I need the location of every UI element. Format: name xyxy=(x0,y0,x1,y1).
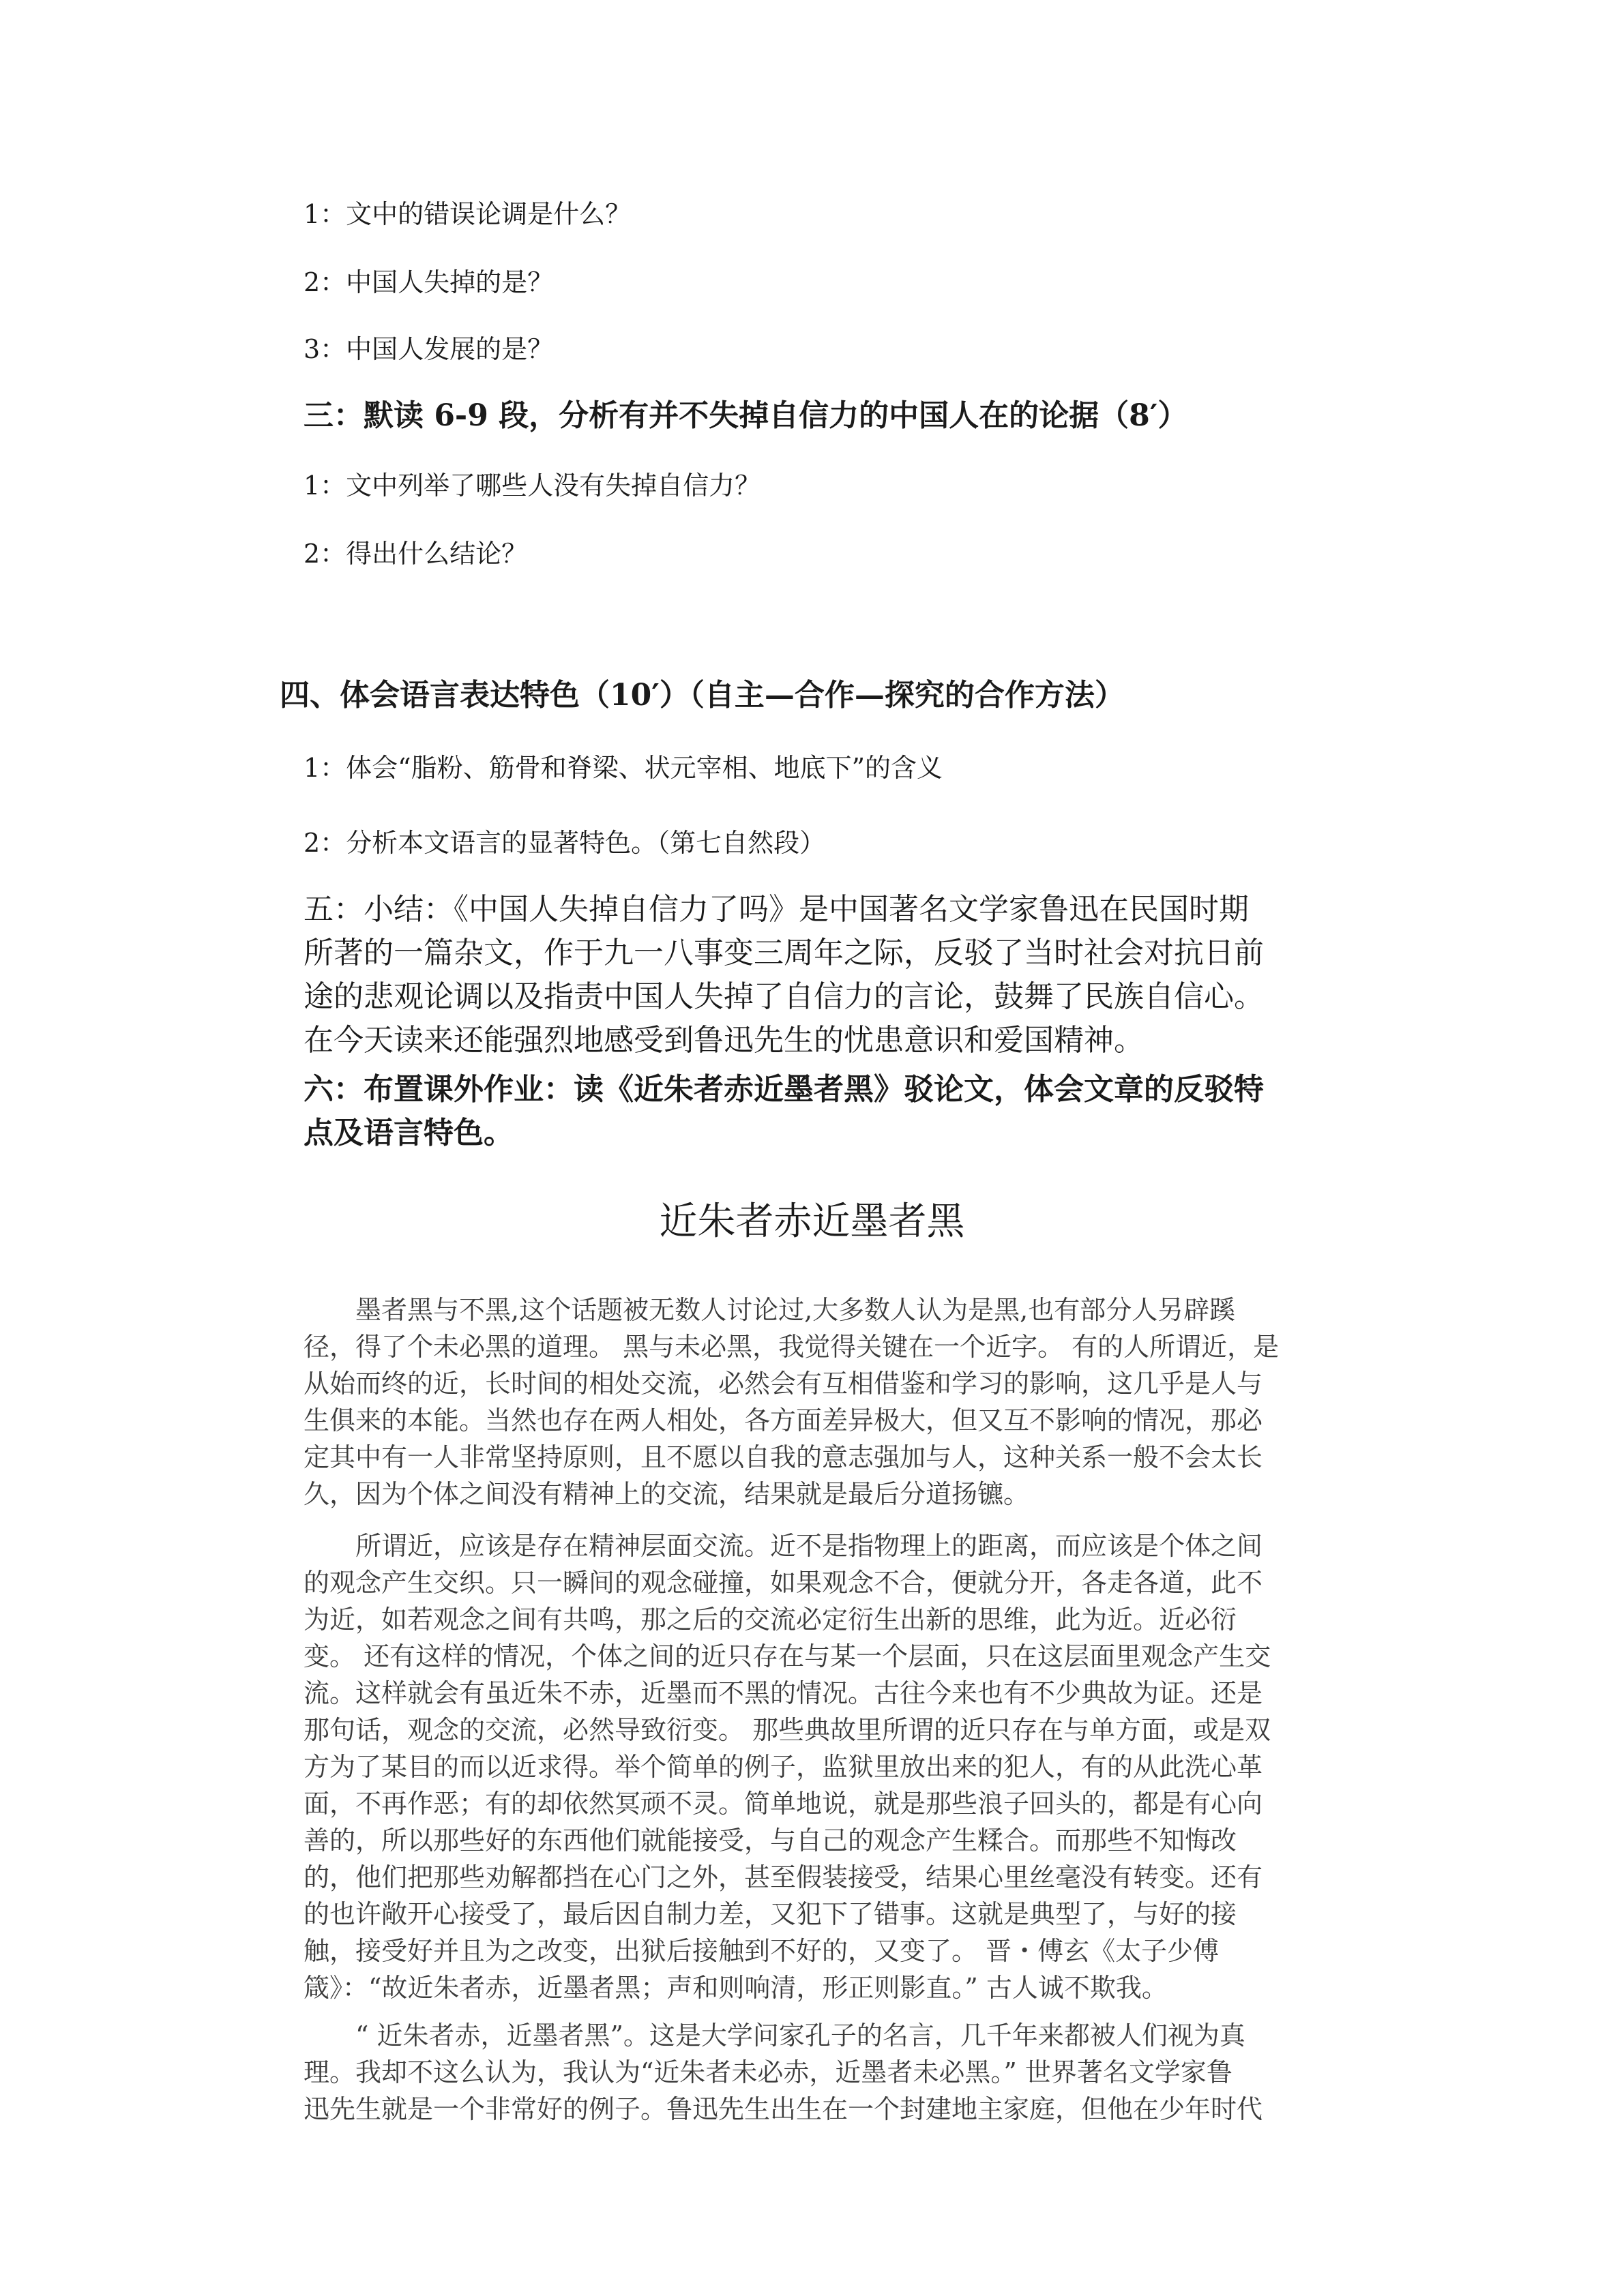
summary-line: 途的悲观论调以及指责中国人失掉了自信力的言论，鼓舞了民族自信心。 xyxy=(304,979,1264,1014)
essay-line: 理。我却不这么认为，我认为“近朱者未必赤，近墨者未必黑。” 世界著名文学家鲁 xyxy=(304,2057,1232,2087)
essay-line: 面，不再作恶；有的却依然冥顽不灵。简单地说，就是那些浪子回头的，都是有心向 xyxy=(304,1789,1263,1819)
essay-line: “ 近朱者赤，近墨者黑”。这是大学问家孔子的名言，几千年来都被人们视为真 xyxy=(304,2021,1245,2051)
essay-paragraph-3 xyxy=(304,2017,1388,2128)
question-2-1: 1：文中的错误论调是什么？ xyxy=(304,199,632,229)
homework-line: 六：布置课外作业：读《近朱者赤近墨者黑》驳论文，体会文章的反驳特 xyxy=(304,1072,1264,1107)
homework-line: 点及语言特色。 xyxy=(304,1116,514,1150)
essay-line: 箴》：“故近朱者赤，近墨者黑；声和则响清，形正则影直。” 古人诚不欺我。 xyxy=(304,1973,1168,2003)
essay-paragraph-1 xyxy=(304,1292,1388,1512)
question-3-2: 2：得出什么结论？ xyxy=(304,539,528,569)
question-3-1: 1：文中列举了哪些人没有失掉自信力？ xyxy=(304,471,761,501)
essay-line: 的也许敞开心接受了，最后因自制力差，又犯下了错事。这就是典型了，与好的接 xyxy=(304,1899,1237,1929)
essay-line: 方为了某目的而以近求得。举个简单的例子，监狱里放出来的犯人，有的从此洗心革 xyxy=(304,1752,1263,1782)
essay-line: 流。这样就会有虽近朱不赤，近墨而不黑的情况。古往今来也有不少典故为证。还是 xyxy=(304,1678,1263,1708)
essay-line: 的观念产生交织。只一瞬间的观念碰撞，如果观念不合，便就分开，各走各道，此不 xyxy=(304,1568,1263,1598)
essay-line: 触，接受好并且为之改变，出狱后接触到不好的，又变了。 晋・傅玄《太子少傅 xyxy=(304,1936,1220,1966)
section-6-homework xyxy=(304,1068,1408,1155)
summary-line: 所著的一篇杂文，作于九一八事变三周年之际，反驳了当时社会对抗日前 xyxy=(304,936,1264,970)
essay-paragraph-2 xyxy=(304,1527,1388,2006)
essay-line: 善的，所以那些好的东西他们就能接受，与自己的观念产生糅合。而那些不知悔改 xyxy=(304,1825,1237,1855)
essay-line: 所谓近，应该是存在精神层面交流。近不是指物理上的距离，而应该是个体之间 xyxy=(304,1531,1263,1561)
question-2-2: 2：中国人失掉的是？ xyxy=(304,267,554,297)
essay-line: 变。 还有这样的情况，个体之间的近只存在与某一个层面，只在这层面里观念产生交 xyxy=(304,1641,1271,1671)
essay-line: 墨者黑与不黑,这个话题被无数人讨论过,大多数人认为是黑,也有部分人另辟蹊 xyxy=(304,1295,1236,1325)
essay-line: 从始而终的近，长时间的相处交流，必然会有互相借鉴和学习的影响，这几乎是人与 xyxy=(304,1369,1263,1399)
question-4-2: 2：分析本文语言的显著特色。（第七自然段） xyxy=(304,828,826,858)
essay-title: 近朱者赤近墨者黑 xyxy=(659,1199,965,1244)
essay-line: 那句话，观念的交流，必然导致衍变。 那些典故里所谓的近只存在与单方面，或是双 xyxy=(304,1715,1271,1745)
essay-line: 生俱来的本能。当然也存在两人相处，各方面差异极大，但又互不影响的情况，那必 xyxy=(304,1405,1263,1435)
section-3-heading: 三：默读 6-9 段，分析有并不失掉自信力的中国人在的论据（8′） xyxy=(304,398,1188,433)
summary-line: 五：小结：《中国人失掉自信力了吗》是中国著名文学家鲁迅在民国时期 xyxy=(304,892,1249,927)
essay-line: 定其中有一人非常坚持原则，且不愿以自我的意志强加与人，这种关系一般不会太长 xyxy=(304,1442,1263,1472)
question-4-1: 1：体会“脂粉、筋骨和脊梁、状元宰相、地底下”的含义 xyxy=(304,753,943,783)
essay-line: 迅先生就是一个非常好的例子。鲁迅先生出生在一个封建地主家庭，但他在少年时代 xyxy=(304,2094,1263,2124)
essay-line: 久，因为个体之间没有精神上的交流，结果就是最后分道扬镳。 xyxy=(304,1479,1030,1509)
summary-line: 在今天读来还能强烈地感受到鲁迅先生的忧患意识和爱国精神。 xyxy=(304,1023,1144,1058)
essay-line: 径，得了个未必黑的道理。 黑与未必黑，我觉得关键在一个近字。 有的人所谓近，是 xyxy=(304,1332,1280,1362)
section-4-heading: 四、体会语言表达特色（10′）（自主—合作—探究的合作方法） xyxy=(280,678,1125,713)
section-5-summary xyxy=(304,888,1408,1062)
question-2-3: 3：中国人发展的是？ xyxy=(304,334,554,364)
essay-line: 的，他们把那些劝解都挡在心门之外，甚至假装接受，结果心里丝毫没有转变。还有 xyxy=(304,1862,1263,1892)
essay-line: 为近，如若观念之间有共鸣，那之后的交流必定衍生出新的思维，此为近。近必衍 xyxy=(304,1605,1237,1635)
